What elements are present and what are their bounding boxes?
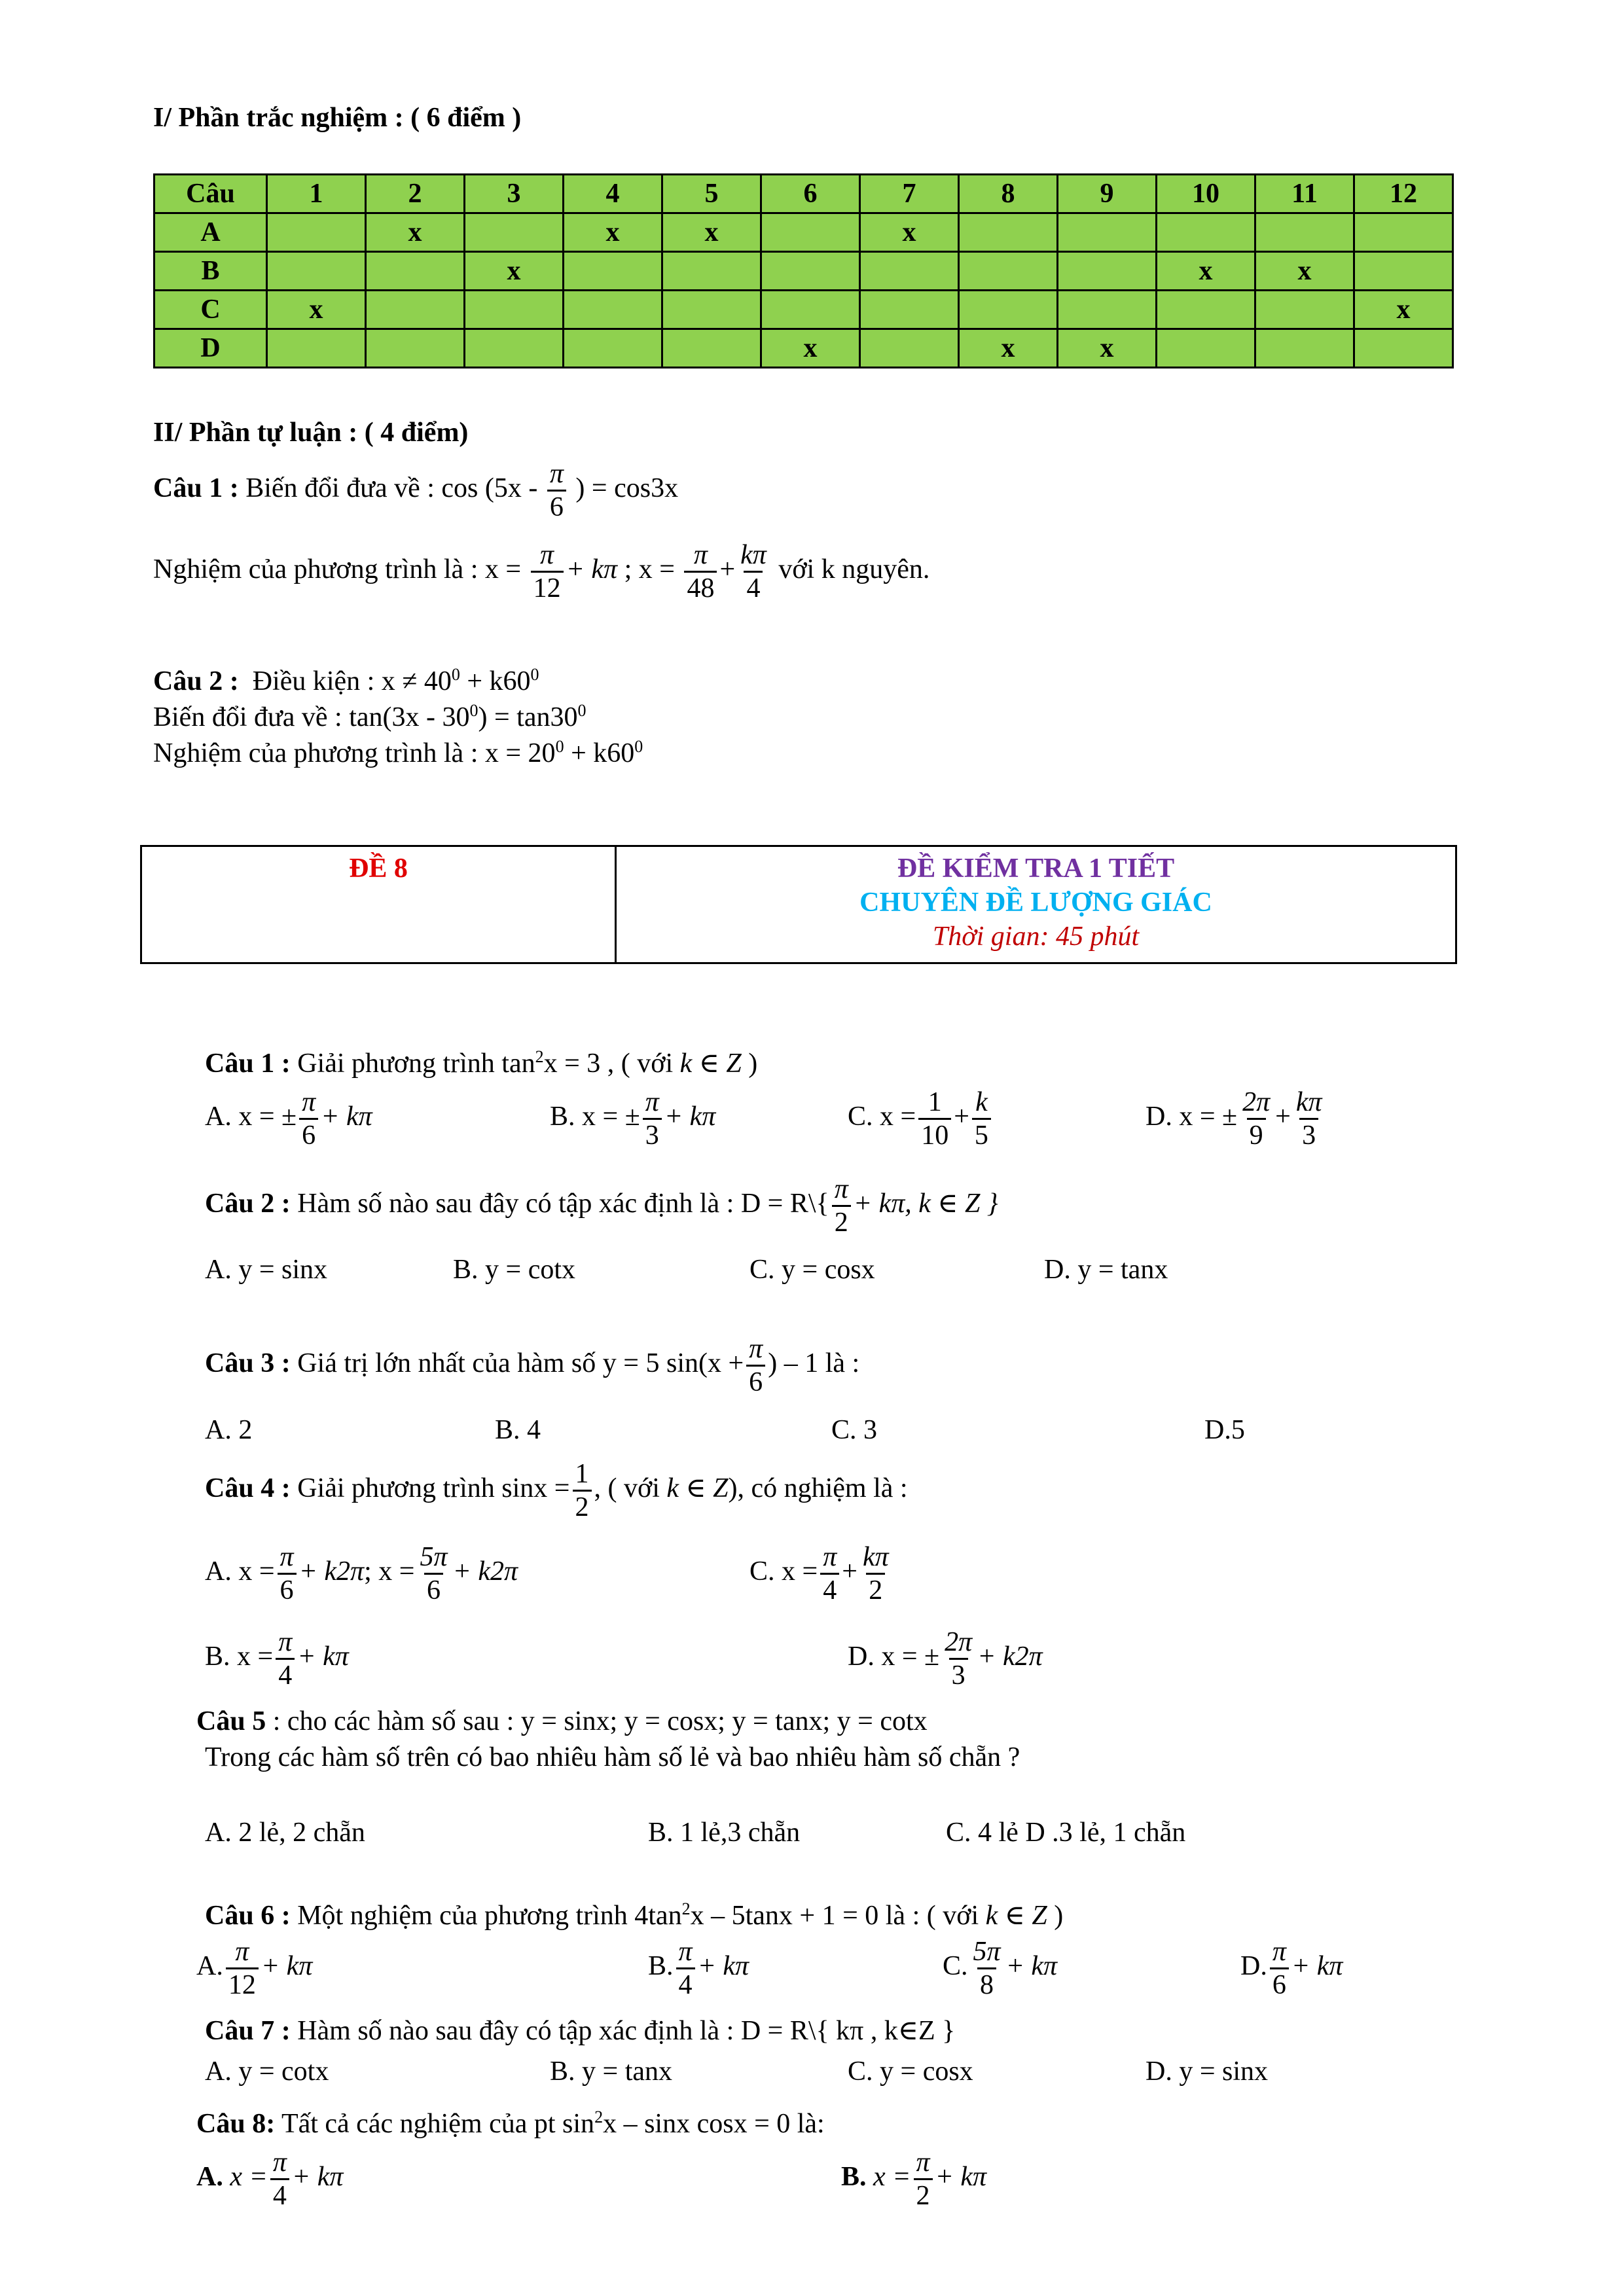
- answer-table-cell: x: [662, 213, 761, 252]
- answer-table-cell: [366, 291, 465, 329]
- answer-table-cell: [662, 329, 761, 368]
- question-5: Câu 5 : cho các hàm số sau : y = sinx; y = cosx; y = tanx; y = cotx: [196, 1706, 928, 1736]
- answer-table-cell: [1255, 291, 1354, 329]
- answer-table-cell: x: [959, 329, 1058, 368]
- answer-table-cell: [1354, 213, 1453, 252]
- question-5-option-cd: C. 4 lẻ D .3 lẻ, 1 chẵn: [946, 1818, 1186, 1848]
- question-1-option-c: C. x = $\frac{1}{10}$ + $\frac{k}{5}$: [848, 1086, 994, 1151]
- question-3: Câu 3 : Giá trị lớn nhất của hàm số y = 5 sin(x + $\frac{\pi}{6}$ ) – 1 là :: [205, 1334, 860, 1397]
- answer-table-cell: [465, 329, 564, 368]
- answer-table-cell: 6: [761, 175, 860, 213]
- answer-table-cell: [860, 329, 959, 368]
- question-1-option-d: D. x = ± $\frac{2\pi}{9}$ + $\frac{k\pi}{3}$: [1146, 1087, 1322, 1151]
- answer-table-cell: C: [154, 291, 267, 329]
- answer-table: [153, 173, 1454, 368]
- answer-table-cell: x: [465, 252, 564, 291]
- answer-table-cell: [465, 213, 564, 252]
- answer-table-cell: 12: [1354, 175, 1453, 213]
- question-2: Câu 2 : Hàm số nào sau đây có tập xác định là : D = R\{ $\frac{\pi}{2}$ + kπ, k ∈ Z }: [205, 1174, 998, 1238]
- question-3-option-b: B. 4: [495, 1415, 541, 1445]
- answer-table-cell: 9: [1058, 175, 1157, 213]
- answer-table-cell: [1255, 213, 1354, 252]
- question-5-option-a: A. 2 lẻ, 2 chẵn: [205, 1818, 365, 1848]
- answer-table-cell: [1157, 291, 1255, 329]
- answer-table-cell: x: [1157, 252, 1255, 291]
- question-7-option-c: C. y = cosx: [848, 2056, 973, 2087]
- answer-table-cell: x: [267, 291, 366, 329]
- answer-table-cell: [366, 329, 465, 368]
- answer-table-cell: [761, 252, 860, 291]
- question-7: Câu 7 : Hàm số nào sau đây có tập xác định là : D = R\{ kπ , k∈Z }: [205, 2016, 956, 2046]
- question-6-option-d: D. $\frac{\pi}{6}$ + kπ: [1240, 1937, 1343, 2000]
- question-7-option-d: D. y = sinx: [1146, 2056, 1269, 2087]
- part1-title: I/ Phần trắc nghiệm : ( 6 điểm ): [153, 103, 522, 133]
- answer-table-cell: [959, 213, 1058, 252]
- question-4-option-d: D. x = ± $\frac{2\pi}{3}$ + k2π: [848, 1627, 1043, 1691]
- answer-table-cell: 10: [1157, 175, 1255, 213]
- question-3-option-a: A. 2: [205, 1415, 253, 1445]
- answer-table-row: [154, 329, 1453, 368]
- question-6: Câu 6 : Một nghiệm của phương trình $4\tan^2x - 5\tan x + 1 = 0$ là : ( với k ∈ Z ): [205, 1899, 1064, 1931]
- part2-q1-line1: Câu 1 : Biến đổi đưa về : cos (5x - $\frac{\pi}{6}$ ) = cos3x: [153, 459, 679, 522]
- answer-table-cell: x: [1058, 329, 1157, 368]
- question-1-option-b: B. x = ± $\frac{\pi}{3}$ + kπ: [550, 1087, 716, 1151]
- question-8-option-b: B. x = $\frac{\pi}{2}$ + kπ: [841, 2147, 987, 2211]
- question-1-option-a: A. x = ± $\frac{\pi}{6}$ + kπ: [205, 1087, 372, 1151]
- answer-table-cell: 7: [860, 175, 959, 213]
- answer-table-cell: 3: [465, 175, 564, 213]
- question-6-option-c: C. $\frac{5\pi}{8}$ + kπ: [943, 1937, 1058, 2000]
- answer-table-cell: [564, 252, 662, 291]
- part2-title: II/ Phần tự luận : ( 4 điểm): [153, 418, 469, 448]
- answer-table-cell: [959, 252, 1058, 291]
- answer-table-cell: B: [154, 252, 267, 291]
- exam-time: Thời gian: 45 phút: [932, 922, 1140, 952]
- answer-table-cell: A: [154, 213, 267, 252]
- question-7-option-a: A. y = cotx: [205, 2056, 329, 2087]
- answer-table-cell: [1058, 213, 1157, 252]
- answer-table-cell: [860, 291, 959, 329]
- answer-table-cell: [267, 213, 366, 252]
- answer-table-cell: [1157, 329, 1255, 368]
- question-3-option-d: D.5: [1204, 1415, 1245, 1445]
- answer-table-cell: [1058, 252, 1157, 291]
- question-6-option-a: A. $\frac{\pi}{12}$ + kπ: [196, 1937, 313, 2000]
- question-4-option-c: C. x = $\frac{\pi}{4}$ + $\frac{k\pi}{2}$: [749, 1542, 889, 1605]
- part2-q1-solution: Nghiệm của phương trình là : x = $\frac{\pi}{12}$ + kπ ; x = $\frac{\pi}{48}$ + $\frac{k\pi}{4}$ với k nguyên.: [153, 540, 930, 603]
- answer-table-cell: [662, 252, 761, 291]
- question-4-option-b: B. x = $\frac{\pi}{4}$ + kπ: [205, 1627, 349, 1691]
- answer-table-cell: D: [154, 329, 267, 368]
- question-2-option-d: D. y = tanx: [1044, 1255, 1168, 1285]
- answer-table-row: [154, 252, 1453, 291]
- answer-table-cell: [1354, 252, 1453, 291]
- answer-table-cell: [267, 252, 366, 291]
- question-2-option-b: B. y = cotx: [453, 1255, 576, 1285]
- answer-table-cell: [959, 291, 1058, 329]
- answer-table-cell: x: [860, 213, 959, 252]
- answer-table-cell: [1157, 213, 1255, 252]
- question-2-option-c: C. y = cosx: [749, 1255, 875, 1285]
- answer-table-cell: x: [1255, 252, 1354, 291]
- answer-table-header: [154, 175, 1453, 213]
- answer-table-cell: 4: [564, 175, 662, 213]
- answer-table-cell: [1058, 291, 1157, 329]
- exam-code: ĐỀ 8: [349, 853, 408, 884]
- answer-table-cell: [1354, 329, 1453, 368]
- exam-header-box: [140, 845, 1457, 964]
- part2-q2-condition: Câu 2 : Điều kiện : $x \ne 40^0 + k60^0$: [153, 665, 539, 696]
- answer-table-cell: [366, 252, 465, 291]
- question-3-option-c: C. 3: [831, 1415, 878, 1445]
- answer-table-cell: 8: [959, 175, 1058, 213]
- question-5-option-b: B. 1 lẻ,3 chẵn: [648, 1818, 801, 1848]
- answer-table-cell: 2: [366, 175, 465, 213]
- question-8-option-a: A. x = $\frac{\pi}{4}$ + kπ: [196, 2147, 344, 2211]
- question-1: Câu 1 : Giải phương trình $\tan^2x = 3$ , ( với k ∈ Z ): [205, 1047, 758, 1079]
- answer-table-cell: [761, 291, 860, 329]
- answer-table-cell: 11: [1255, 175, 1354, 213]
- exam-subtitle: CHUYÊN ĐỀ LƯỢNG GIÁC: [859, 888, 1212, 918]
- answer-table-cell: [564, 329, 662, 368]
- answer-table-cell: [1255, 329, 1354, 368]
- answer-table-row: [154, 213, 1453, 252]
- answer-table-cell: x: [1354, 291, 1453, 329]
- answer-table-cell: x: [564, 213, 662, 252]
- answer-table-cell: x: [761, 329, 860, 368]
- answer-table-cell: [761, 213, 860, 252]
- answer-table-cell: [662, 291, 761, 329]
- answer-table-cell: [564, 291, 662, 329]
- part2-q2-solution: Nghiệm của phương trình là : $x = 20^0 + k60^0$: [153, 737, 643, 768]
- question-5-line2: Trong các hàm số trên có bao nhiêu hàm số lẻ và bao nhiêu hàm số chẵn ?: [205, 1742, 1020, 1772]
- question-4-option-a: A. x = $\frac{\pi}{6}$ + k2π; x = $\frac{5\pi}{6}$ + k2π: [205, 1542, 518, 1605]
- answer-table-cell: [267, 329, 366, 368]
- answer-table-cell: 1: [267, 175, 366, 213]
- question-8: Câu 8: Tất cả các nghiệm của pt $\sin^2x$ – sinx cosx = 0 là:: [196, 2108, 825, 2139]
- answer-table-cell: x: [366, 213, 465, 252]
- question-7-option-b: B. y = tanx: [550, 2056, 673, 2087]
- question-2-option-a: A. y = sinx: [205, 1255, 328, 1285]
- question-6-option-b: B. $\frac{\pi}{4}$ + kπ: [648, 1937, 749, 2000]
- part2-q2-transform: Biến đổi đưa về : $\tan(3x - 30^0) = \tan 30^0$: [153, 701, 586, 732]
- answer-table-cell: [465, 291, 564, 329]
- question-4: Câu 4 : Giải phương trình sinx = $\frac{1}{2}$ , ( với k ∈ Z), có nghiệm là :: [205, 1459, 908, 1522]
- answer-table-row: [154, 291, 1453, 329]
- exam-title: ĐỀ KIỂM TRA 1 TIẾT: [897, 853, 1175, 884]
- answer-table-cell: Câu: [154, 175, 267, 213]
- answer-table-cell: 5: [662, 175, 761, 213]
- answer-table-cell: [860, 252, 959, 291]
